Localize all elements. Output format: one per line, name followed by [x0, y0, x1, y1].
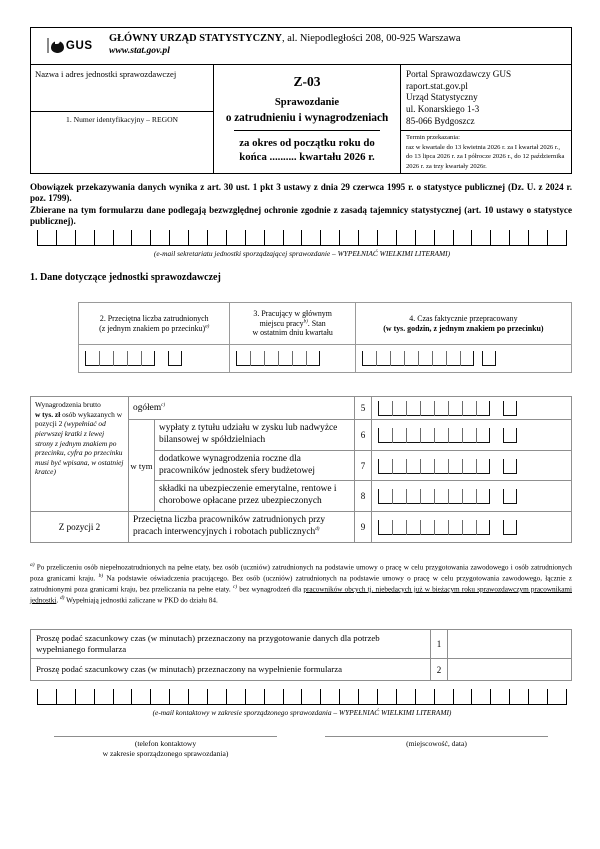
gus-emblem-icon	[51, 39, 64, 53]
integer-digit-group[interactable]	[378, 428, 490, 443]
char-cell[interactable]	[94, 689, 113, 704]
deadline-info	[401, 130, 571, 172]
digit-cell[interactable]	[420, 489, 434, 504]
char-cell[interactable]	[226, 230, 245, 245]
place-date-caption-line1: (miejscowość, data)	[406, 739, 467, 748]
digit-cell[interactable]	[446, 351, 460, 366]
wages-label-unit: w tys. zł	[35, 409, 61, 419]
char-cell[interactable]	[283, 230, 302, 245]
signature-block	[30, 736, 572, 760]
char-cell[interactable]	[415, 230, 434, 245]
form-title-line1: Sprawozdanie	[274, 97, 340, 108]
masthead-text	[109, 33, 571, 58]
org-name: GŁÓWNY URZĄD STATYSTYCZNY	[109, 33, 283, 45]
wtym-label: w tym	[129, 420, 155, 512]
col3-line3: . Stan	[307, 318, 326, 328]
char-cell[interactable]	[339, 689, 358, 704]
digit-cell[interactable]	[476, 401, 490, 416]
wages-label-italic: (wypełniać od pierwszej kratki z lewej strony z jednym znakiem po przecinku, cyfra po przecinku musi być wpisana, w ostatniej kratce)	[35, 419, 124, 477]
char-cell[interactable]	[283, 689, 302, 704]
col4-num: 4.	[409, 313, 416, 323]
digit-cell[interactable]	[378, 401, 392, 416]
time-row-1-input[interactable]	[448, 630, 572, 659]
field-2-cell[interactable]	[79, 345, 230, 373]
digit-cell[interactable]	[462, 520, 476, 535]
char-cell[interactable]	[377, 689, 396, 704]
char-cell[interactable]	[320, 230, 339, 245]
row-9-input[interactable]	[372, 512, 572, 543]
digit-cell[interactable]	[420, 401, 434, 416]
char-cell[interactable]	[490, 689, 509, 704]
contact-email-input[interactable]	[37, 690, 567, 705]
form-code: Z-03	[293, 74, 321, 89]
time-question-1: Proszę podać szacunkowy czas (w minutach) przeznaczony na przygotowanie danych dla potrzeb wypełnianego formularza	[31, 630, 431, 659]
phone-caption-line2: w zakresie sporządzonego sprawozdania)	[102, 749, 229, 759]
phone-caption-line1: (telefon kontaktowy	[134, 739, 197, 748]
wages-label-title: Wynagrodzenia brutto	[35, 400, 101, 409]
portal-line: Urząd Statystyczny	[406, 92, 478, 103]
decimal-digit-group[interactable]	[503, 428, 517, 443]
integer-digit-group[interactable]	[378, 459, 490, 474]
footnote-c-text-underlined: pracowników obcych tj. niebędących już w bieżącym roku sprawozdawczym pracownikami jednostki	[30, 585, 572, 605]
char-cell[interactable]	[377, 230, 396, 245]
col3-line1: Pracujący w głównym	[261, 309, 332, 319]
digit-cell[interactable]	[434, 489, 448, 504]
digit-cell[interactable]	[404, 351, 418, 366]
char-cell[interactable]	[509, 689, 528, 704]
row-7-number: 7	[355, 450, 372, 481]
row-5-text: ogółem	[133, 403, 162, 414]
row-9-description	[129, 512, 355, 543]
digit-cell[interactable]	[406, 520, 420, 535]
char-cell[interactable]	[75, 230, 94, 245]
digit-cell[interactable]	[392, 428, 406, 443]
portal-line: Portal Sprawozdawczy GUS	[406, 69, 512, 79]
phone-signature[interactable]	[30, 736, 301, 760]
char-cell[interactable]	[264, 230, 283, 245]
header-columns	[31, 65, 571, 173]
char-cell[interactable]	[434, 689, 453, 704]
wages-group-label	[31, 397, 129, 512]
portal-line: 85-066 Bydgoszcz	[406, 115, 475, 126]
row-5-footnote-mark: c)	[161, 402, 166, 408]
wages-label-rest: osób wykazanych w pozycji 2	[35, 409, 123, 429]
divider	[234, 130, 380, 131]
digit-cell[interactable]	[503, 401, 517, 416]
table-header-row	[79, 303, 572, 345]
digit-cell[interactable]	[85, 351, 99, 366]
col2-line1: Przeciętna liczba zatrudnionych	[107, 313, 209, 323]
char-cell[interactable]	[113, 230, 132, 245]
masthead	[31, 28, 571, 65]
logo-bar-decoration	[47, 38, 49, 53]
row-5-input[interactable]	[372, 397, 572, 420]
digit-cell[interactable]	[448, 428, 462, 443]
footnote-d-text: Wypełniają jednostki zaliczane w PKD do działu 84.	[66, 596, 218, 605]
field-3-cell[interactable]	[230, 345, 355, 373]
char-cell[interactable]	[113, 689, 132, 704]
row-6-number: 6	[355, 420, 372, 451]
digit-cell[interactable]	[476, 520, 490, 535]
section-1-title: 1. Dane dotyczące jednostki sprawozdawczej	[30, 272, 221, 283]
digit-cell[interactable]	[462, 428, 476, 443]
digit-cell[interactable]	[406, 428, 420, 443]
digit-cell[interactable]	[378, 428, 392, 443]
char-cell[interactable]	[245, 230, 264, 245]
time-row-2-input[interactable]	[448, 659, 572, 681]
integer-digit-group[interactable]	[378, 489, 490, 504]
decimal-digit-group[interactable]	[503, 520, 517, 535]
time-row-1-number: 1	[431, 630, 448, 659]
portal-line: ul. Konarskiego 1-3	[406, 104, 480, 115]
digit-cell[interactable]	[113, 351, 127, 366]
header-middle-column	[214, 65, 401, 173]
digit-cell[interactable]	[392, 489, 406, 504]
unit-name-address-field[interactable]	[31, 65, 213, 111]
char-cell[interactable]	[56, 689, 75, 704]
digit-cell[interactable]	[503, 428, 517, 443]
time-row-2-number: 2	[431, 659, 448, 681]
col3-num: 3.	[253, 309, 260, 319]
decimal-digit-group[interactable]	[503, 489, 517, 504]
char-cell[interactable]	[75, 689, 94, 704]
char-cell[interactable]	[528, 230, 547, 245]
digit-cell[interactable]	[434, 459, 448, 474]
digit-cell[interactable]	[420, 520, 434, 535]
col2-footnote-mark: a)	[205, 323, 210, 329]
digit-cell[interactable]	[378, 489, 392, 504]
digit-cell[interactable]	[460, 351, 474, 366]
integer-digit-group[interactable]	[378, 520, 490, 535]
regon-label-text: Numer identyfikacyjny – REGON	[73, 115, 179, 124]
char-cell[interactable]	[150, 230, 169, 245]
row-8-description: składki na ubezpieczenie emerytalne, rentowe i chorobowe opłacane przez ubezpieczonych	[155, 481, 355, 512]
table-row	[31, 512, 572, 543]
char-cell[interactable]	[358, 689, 377, 704]
regon-field[interactable]	[31, 111, 214, 159]
column-header-2	[79, 303, 230, 345]
row-6-description: wypłaty z tytułu udziału w zysku lub nadwyżce bilansowej w spółdzielniach	[155, 420, 355, 451]
column-header-4	[355, 303, 571, 345]
digit-cell[interactable]	[448, 489, 462, 504]
footnote-a-mark: a)	[30, 562, 35, 568]
period-line-2[interactable]: końca .......... kwartału 2026 r.	[239, 150, 375, 163]
secretariat-email-caption: (e-mail sekretariatu jednostki sporządzającej sprawozdanie – WYPEŁNIAĆ WIELKIMI LITERAMI)	[153, 249, 451, 258]
char-cell[interactable]	[169, 230, 188, 245]
table-row	[31, 630, 572, 659]
digit-cell[interactable]	[448, 459, 462, 474]
table-input-row	[79, 345, 572, 373]
time-estimate-table	[30, 629, 572, 681]
secretariat-email-input[interactable]	[37, 231, 567, 246]
footnote-d-mark: d)	[59, 594, 65, 601]
section-1-table	[78, 302, 572, 373]
digit-cell[interactable]	[392, 401, 406, 416]
footnote-b-text: Na podstawie oświadczenia pracującego. Bez osób (uczniów) zatrudnionych na podstawie umowy o pracę w celu przygotowania zawodowego, łącznie z zatrudnionymi poza granicami kraju, bez przeliczania na pełne etaty.	[30, 574, 573, 594]
digit-cell[interactable]	[503, 520, 517, 535]
table-row	[31, 397, 572, 420]
digit-cell[interactable]	[141, 351, 155, 366]
integer-digit-group[interactable]	[85, 351, 155, 366]
char-cell[interactable]	[226, 689, 245, 704]
digit-cell[interactable]	[434, 520, 448, 535]
digit-cell[interactable]	[99, 351, 113, 366]
row-9-number: 9	[355, 512, 372, 543]
char-cell[interactable]	[547, 689, 567, 704]
gus-logo-text: GUS	[65, 39, 93, 52]
footnote-c-mark: c)	[232, 583, 238, 590]
digit-cell[interactable]	[420, 459, 434, 474]
digit-cell[interactable]	[127, 351, 141, 366]
char-cell[interactable]	[528, 689, 547, 704]
digit-cell[interactable]	[406, 401, 420, 416]
footnote-a-text: Po przeliczeniu osób niepełnozatrudnionych na pełne etaty, bez osób (uczniów) zatrudnionych na podstawie umowy o pracę w celu przygotowania zawodowego i osób zatrudnionych poza granicami kraju.	[30, 563, 572, 583]
regon-label-number: 1.	[66, 115, 72, 124]
char-cell[interactable]	[245, 689, 264, 704]
digit-cell[interactable]	[168, 351, 182, 366]
row-7-input[interactable]	[372, 450, 572, 481]
col4-line2: (w tys. godzin, z jednym znakiem po przecinku)	[383, 323, 544, 333]
digit-cell[interactable]	[292, 351, 306, 366]
char-cell[interactable]	[207, 230, 226, 245]
row-8-number: 8	[355, 481, 372, 512]
digit-cell[interactable]	[392, 459, 406, 474]
digit-cell[interactable]	[482, 351, 496, 366]
char-cell[interactable]	[453, 689, 472, 704]
legal-paragraph-2: Zbierane na tym formularzu dane podlegają bezwzględnej ochronie zgodnie z zasadą tajemnicy statystycznej (art. 10 ustawy o statystyce publicznej).	[30, 204, 572, 227]
decimal-digit-group[interactable]	[503, 401, 517, 416]
table-row	[31, 659, 572, 681]
digit-cell[interactable]	[418, 351, 432, 366]
decimal-digit-group[interactable]	[482, 351, 496, 366]
char-cell[interactable]	[396, 689, 415, 704]
footnote-c-text-pre: bez wynagrodzeń dla	[239, 585, 304, 594]
col3-line4: w ostatnim dniu kwartału	[252, 328, 333, 338]
contact-email-caption: (e-mail kontaktowy w zakresie sporządzonego sprawozdania – WYPEŁNIAĆ WIELKIMI LITERAMI)	[152, 708, 452, 717]
unit-name-address-label: Nazwa i adres jednostki sprawozdawczej	[35, 69, 177, 79]
digit-cell[interactable]	[250, 351, 264, 366]
col2-line2: (z jednym znakiem po przecinku)	[99, 323, 206, 333]
wages-table	[30, 396, 572, 543]
time-question-2: Proszę podać szacunkowy czas (w minutach) przeznaczony na wypełnienie formularza	[31, 659, 431, 681]
row-5-description	[129, 397, 355, 420]
digit-cell[interactable]	[448, 520, 462, 535]
char-cell[interactable]	[94, 230, 113, 245]
char-cell[interactable]	[434, 230, 453, 245]
form-header-frame	[30, 27, 572, 174]
digit-cell[interactable]	[264, 351, 278, 366]
digit-cell[interactable]	[406, 489, 420, 504]
digit-cell[interactable]	[448, 401, 462, 416]
column-header-3	[230, 303, 355, 345]
digit-cell[interactable]	[503, 489, 517, 504]
digit-cell[interactable]	[462, 401, 476, 416]
digit-cell[interactable]	[476, 428, 490, 443]
digit-cell[interactable]	[378, 459, 392, 474]
org-website: www.stat.gov.pl	[109, 45, 170, 57]
place-date-signature[interactable]	[301, 736, 572, 760]
digit-cell[interactable]	[434, 428, 448, 443]
char-cell[interactable]	[188, 689, 207, 704]
char-cell[interactable]	[320, 689, 339, 704]
legal-paragraph-1: Obowiązek przekazywania danych wynika z art. 30 ust. 1 pkt 3 ustawy z dnia 29 czerwca 1995 r. o statystyce publicznej (Dz. U. z 2024 r. poz. 1799).	[30, 182, 572, 204]
char-cell[interactable]	[264, 689, 283, 704]
digit-cell[interactable]	[420, 428, 434, 443]
char-cell[interactable]	[490, 230, 509, 245]
char-cell[interactable]	[37, 230, 56, 245]
digit-cell[interactable]	[376, 351, 390, 366]
reporting-period	[218, 137, 396, 165]
integer-digit-group[interactable]	[236, 351, 320, 366]
digit-cell[interactable]	[390, 351, 404, 366]
legal-basis-text	[30, 182, 572, 228]
footnote-b-mark: b)	[98, 572, 104, 579]
portal-line: raport.stat.gov.pl	[406, 80, 468, 91]
digit-cell[interactable]	[278, 351, 292, 366]
char-cell[interactable]	[471, 689, 490, 704]
digit-cell[interactable]	[476, 489, 490, 504]
row-5-number: 5	[355, 397, 372, 420]
digit-cell[interactable]	[378, 520, 392, 535]
char-cell[interactable]	[396, 230, 415, 245]
col3-footnote-mark: b)	[303, 319, 308, 325]
header-right-column	[401, 65, 571, 173]
char-cell[interactable]	[169, 689, 188, 704]
digit-cell[interactable]	[362, 351, 376, 366]
digit-cell[interactable]	[236, 351, 250, 366]
integer-digit-group[interactable]	[378, 401, 490, 416]
row-8-input[interactable]	[372, 481, 572, 512]
col4-line1: Czas faktycznie przepracowany	[417, 313, 518, 323]
char-cell[interactable]	[131, 689, 150, 704]
field-4-cell[interactable]	[355, 345, 571, 373]
row-7-description: dodatkowe wynagrodzenia roczne dla pracowników jednostek sfery budżetowej	[155, 450, 355, 481]
char-cell[interactable]	[415, 689, 434, 704]
col2-num: 2.	[99, 313, 106, 323]
digit-cell[interactable]	[392, 520, 406, 535]
portal-info	[401, 65, 571, 130]
char-cell[interactable]	[131, 230, 150, 245]
footnotes-block	[30, 562, 572, 606]
digit-cell[interactable]	[462, 489, 476, 504]
from-position-2-label: Z pozycji 2	[31, 512, 129, 543]
header-left-column	[31, 65, 214, 173]
digit-cell[interactable]	[306, 351, 320, 366]
char-cell[interactable]	[358, 230, 377, 245]
digit-cell[interactable]	[476, 459, 490, 474]
digit-cell[interactable]	[462, 459, 476, 474]
integer-digit-group[interactable]	[362, 351, 474, 366]
digit-cell[interactable]	[503, 459, 517, 474]
col3-line2: miejscu pracy	[259, 318, 304, 328]
digit-cell[interactable]	[406, 459, 420, 474]
period-line-1: za okres od początku roku do	[239, 137, 375, 149]
deadline-label: Termin przekazania:	[406, 134, 460, 142]
char-cell[interactable]	[37, 689, 56, 704]
deadline-text: raz w kwartale do 13 kwietnia 2026 r. za I kwartał 2026 r., do 13 lipca 2026 r. za I półrocze 2026 r., do 12 października 2026 r. za trzy kwartały 2026r.	[406, 143, 565, 170]
char-cell[interactable]	[547, 230, 567, 245]
footnote-c-text-post: .	[56, 596, 59, 605]
char-cell[interactable]	[471, 230, 490, 245]
org-address: , al. Niepodległości 208, 00-925 Warszawa	[282, 33, 461, 45]
char-cell[interactable]	[301, 230, 320, 245]
digit-cell[interactable]	[434, 401, 448, 416]
char-cell[interactable]	[207, 689, 226, 704]
gus-logo	[31, 38, 109, 53]
char-cell[interactable]	[509, 230, 528, 245]
char-cell[interactable]	[339, 230, 358, 245]
decimal-digit-group[interactable]	[503, 459, 517, 474]
decimal-digit-group[interactable]	[168, 351, 182, 366]
row-6-input[interactable]	[372, 420, 572, 451]
char-cell[interactable]	[188, 230, 207, 245]
char-cell[interactable]	[150, 689, 169, 704]
digit-cell[interactable]	[432, 351, 446, 366]
char-cell[interactable]	[453, 230, 472, 245]
row-9-footnote-mark: d)	[315, 526, 320, 532]
row-9-text: Przeciętna liczba pracowników zatrudnionych przy pracach interwencyjnych i robotach publicznych	[133, 515, 326, 538]
form-title-line2: o zatrudnieniu i wynagrodzeniach	[225, 112, 389, 124]
char-cell[interactable]	[301, 689, 320, 704]
char-cell[interactable]	[56, 230, 75, 245]
